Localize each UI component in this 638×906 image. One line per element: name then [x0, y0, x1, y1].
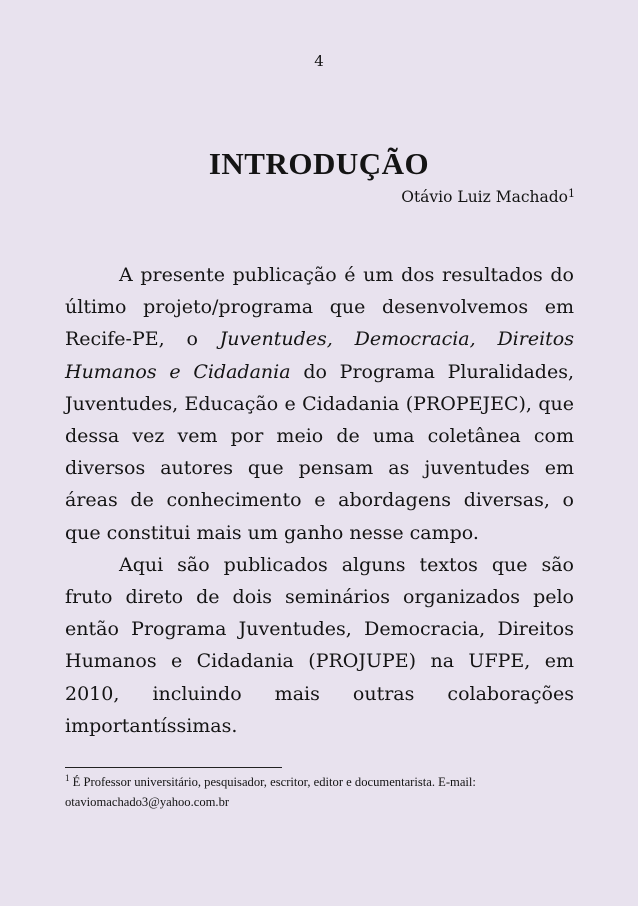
footnote-reference: 1 — [568, 187, 575, 200]
footnote — [65, 772, 574, 812]
footnote-marker: 1 — [65, 773, 70, 783]
author-line — [401, 188, 575, 206]
author-name: Otávio Luiz Machado — [401, 188, 568, 206]
footnote-rule — [65, 767, 282, 768]
paragraph-1 — [65, 259, 574, 549]
chapter-title: INTRODUÇÃO — [208, 146, 430, 181]
page-number: 4 — [314, 52, 324, 70]
paragraph-2: Aqui são publicados alguns textos que são fruto direto de dois seminários organizados pelo então Programa Juventudes, Democracia, Direitos Humanos e Cidadania (PROJUPE) na UFPE, em 2010, incluindo mais outras colaborações importantíssimas. — [65, 553, 574, 737]
body-text — [65, 259, 574, 742]
footnote-text: É Professor universitário, pesquisador, escritor, editor e documentarista. E-mail: otaviomachado3@yahoo.com.br — [65, 775, 476, 809]
paragraph-1-text-b: do Programa Pluralidades, Juventudes, Educação e Cidadania (PROPEJEC), que dessa vez vem por meio de uma coletânea com diversos autores que pensam as juventudes em áreas de conhecimento e abordagens diversas, o que constitui mais um ganho nesse campo. — [65, 360, 574, 544]
paragraph-1-italic-title: Juventudes, Democracia, Direitos Humanos e Cidadania — [65, 328, 574, 383]
paragraph-1-text-a: A presente publicação é um dos resultados do último projeto/programa que desenvolvemos em Recife-PE, o — [65, 264, 574, 351]
